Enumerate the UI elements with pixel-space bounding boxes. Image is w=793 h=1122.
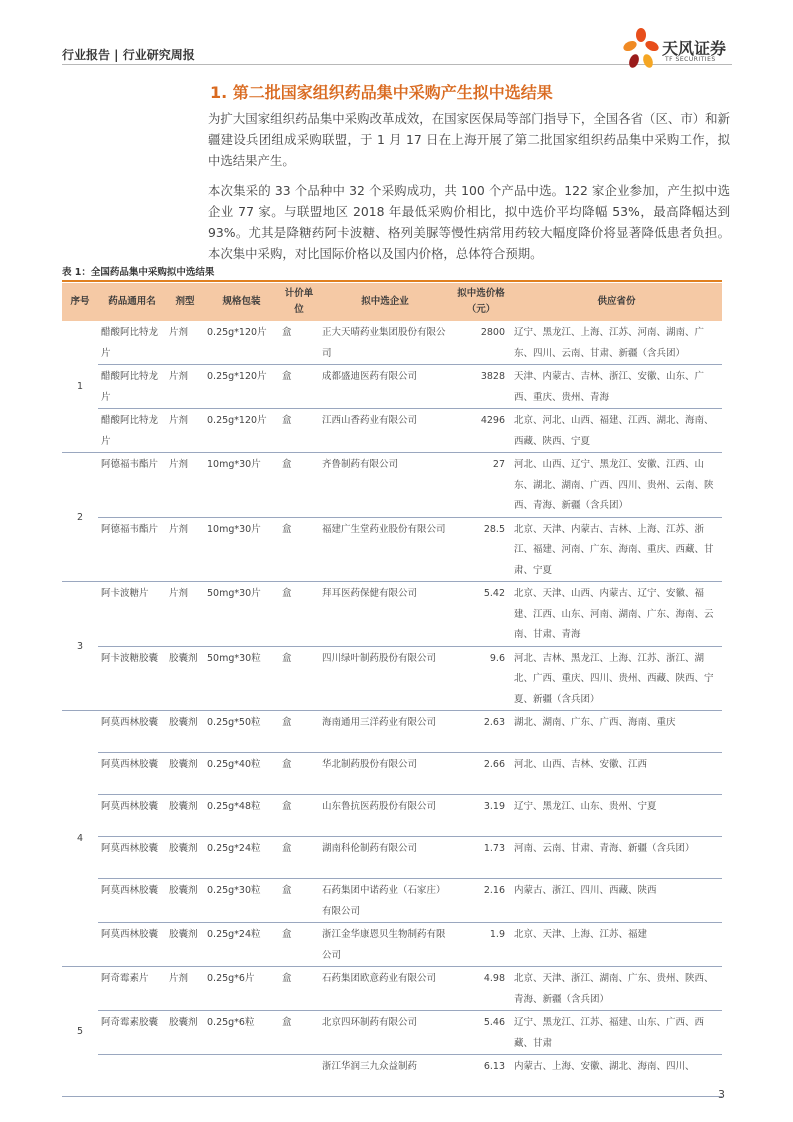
cell-price: 2.16 xyxy=(451,879,511,923)
cell-spec: 0.25g*30粒 xyxy=(204,879,279,923)
cell-form: 胶囊剂 xyxy=(166,646,204,711)
cell-form: 片剂 xyxy=(166,365,204,409)
cell-unit: 盒 xyxy=(279,967,319,1011)
cell-spec: 0.25g*24粒 xyxy=(204,923,279,967)
col-header: 拟中选价格（元） xyxy=(451,283,511,321)
cell-drug: 阿卡波糖片 xyxy=(98,582,166,647)
cell-provinces: 河北、山西、吉林、安徽、江西 xyxy=(511,753,722,795)
cell-form xyxy=(166,1055,204,1097)
cell-unit: 盒 xyxy=(279,365,319,409)
cell-company: 石药集团中诺药业（石家庄）有限公司 xyxy=(319,879,451,923)
section-title: 1. 第二批国家组织药品集中采购产生拟中选结果 xyxy=(210,83,553,102)
cell-form: 胶囊剂 xyxy=(166,837,204,879)
cell-spec: 0.25g*48粒 xyxy=(204,795,279,837)
cell-company: 海南通用三洋药业有限公司 xyxy=(319,711,451,753)
page-number: 3 xyxy=(718,1088,725,1101)
cell-provinces: 北京、天津、山西、内蒙古、辽宁、安徽、福建、江西、山东、河南、湖南、广东、海南、云南、甘肃、青海 xyxy=(511,582,722,647)
cell-provinces: 辽宁、黑龙江、山东、贵州、宁夏 xyxy=(511,795,722,837)
cell-unit: 盒 xyxy=(279,923,319,967)
row-index: 3 xyxy=(62,582,98,711)
cell-company: 福建广生堂药业股份有限公司 xyxy=(319,517,451,582)
table-row xyxy=(62,321,722,365)
cell-price: 5.46 xyxy=(451,1011,511,1055)
cell-form: 片剂 xyxy=(166,409,204,453)
cell-spec: 0.25g*120片 xyxy=(204,365,279,409)
cell-provinces: 内蒙古、上海、安徽、湖北、海南、四川、 xyxy=(511,1055,722,1097)
cell-provinces: 河北、山西、辽宁、黑龙江、安徽、江西、山东、湖北、湖南、广西、四川、贵州、云南、陕西、青海、新疆（含兵团） xyxy=(511,453,722,518)
cell-drug: 阿德福韦酯片 xyxy=(98,453,166,518)
cell-spec: 0.25g*6粒 xyxy=(204,1011,279,1055)
cell-company: 湖南科伦制药有限公司 xyxy=(319,837,451,879)
col-header: 剂型 xyxy=(166,283,204,321)
col-header: 药品通用名 xyxy=(98,283,166,321)
cell-provinces: 内蒙古、浙江、四川、西藏、陕西 xyxy=(511,879,722,923)
procurement-table xyxy=(62,283,722,1097)
cell-price: 4.98 xyxy=(451,967,511,1011)
cell-spec: 50mg*30粒 xyxy=(204,646,279,711)
cell-provinces: 湖北、湖南、广东、广西、海南、重庆 xyxy=(511,711,722,753)
cell-unit: 盒 xyxy=(279,517,319,582)
cell-form: 胶囊剂 xyxy=(166,711,204,753)
table-row xyxy=(62,1055,722,1097)
cell-form: 片剂 xyxy=(166,453,204,518)
cell-drug: 阿莫西林胶囊 xyxy=(98,879,166,923)
cell-price: 28.5 xyxy=(451,517,511,582)
cell-spec: 0.25g*40粒 xyxy=(204,753,279,795)
cell-spec: 0.25g*120片 xyxy=(204,409,279,453)
cell-price: 2800 xyxy=(451,321,511,365)
logo-mark-icon xyxy=(622,28,660,72)
cell-form: 胶囊剂 xyxy=(166,753,204,795)
cell-price: 1.73 xyxy=(451,837,511,879)
cell-form: 片剂 xyxy=(166,517,204,582)
cell-provinces: 辽宁、黑龙江、上海、江苏、河南、湖南、广东、四川、云南、甘肃、新疆（含兵团） xyxy=(511,321,722,365)
row-index: 5 xyxy=(62,967,98,1097)
row-index: 1 xyxy=(62,321,98,453)
col-header: 拟中选企业 xyxy=(319,283,451,321)
table-row xyxy=(62,1011,722,1055)
cell-drug: 阿莫西林胶囊 xyxy=(98,795,166,837)
col-header: 计价单位 xyxy=(279,283,319,321)
cell-spec: 0.25g*24粒 xyxy=(204,837,279,879)
cell-spec: 10mg*30片 xyxy=(204,517,279,582)
cell-form: 胶囊剂 xyxy=(166,1011,204,1055)
cell-drug: 阿奇霉素胶囊 xyxy=(98,1011,166,1055)
cell-drug: 阿莫西林胶囊 xyxy=(98,753,166,795)
cell-company: 浙江金华康恩贝生物制药有限公司 xyxy=(319,923,451,967)
table-row xyxy=(62,967,722,1011)
cell-provinces: 北京、河北、山西、福建、江西、湖北、海南、西藏、陕西、宁夏 xyxy=(511,409,722,453)
cell-provinces: 北京、天津、内蒙古、吉林、上海、江苏、浙江、福建、河南、广东、海南、重庆、西藏、甘肃、宁夏 xyxy=(511,517,722,582)
cell-company: 江西山香药业有限公司 xyxy=(319,409,451,453)
cell-provinces: 天津、内蒙古、吉林、浙江、安徽、山东、广西、重庆、贵州、青海 xyxy=(511,365,722,409)
cell-form: 胶囊剂 xyxy=(166,795,204,837)
cell-provinces: 北京、天津、浙江、湖南、广东、贵州、陕西、青海、新疆（含兵团） xyxy=(511,967,722,1011)
table-body xyxy=(62,321,722,1097)
cell-spec: 0.25g*50粒 xyxy=(204,711,279,753)
cell-price: 3.19 xyxy=(451,795,511,837)
cell-spec: 0.25g*6片 xyxy=(204,967,279,1011)
cell-provinces: 辽宁、黑龙江、江苏、福建、山东、广西、西藏、甘肃 xyxy=(511,1011,722,1055)
cell-form: 片剂 xyxy=(166,321,204,365)
cell-form: 片剂 xyxy=(166,967,204,1011)
cell-unit: 盒 xyxy=(279,453,319,518)
row-index: 2 xyxy=(62,453,98,582)
paragraph-2: 本次集采的 33 个品种中 32 个采购成功，共 100 个产品中选。122 家企业参加，产生拟中选企业 77 家。与联盟地区 2018 年最低采购价相比，拟中选价平均降幅 53%，最高降幅达到 93%。尤其是降糖药阿卡波糖、格列美脲等慢性病常用药较大幅度降价将显著降低患者负担。本次集中采购，对比国际价格以及国内价格，总体符合预期。 xyxy=(208,183,730,261)
cell-unit: 盒 xyxy=(279,582,319,647)
cell-spec: 50mg*30片 xyxy=(204,582,279,647)
cell-price: 5.42 xyxy=(451,582,511,647)
cell-drug: 醋酸阿比特龙片 xyxy=(98,409,166,453)
cell-form: 胶囊剂 xyxy=(166,879,204,923)
cell-provinces: 河南、云南、甘肃、青海、新疆（含兵团） xyxy=(511,837,722,879)
cell-company: 成都盛迪医药有限公司 xyxy=(319,365,451,409)
cell-company: 华北制药股份有限公司 xyxy=(319,753,451,795)
cell-drug: 阿莫西林胶囊 xyxy=(98,711,166,753)
cell-price: 27 xyxy=(451,453,511,518)
table-row xyxy=(62,837,722,879)
cell-company: 北京四环制药有限公司 xyxy=(319,1011,451,1055)
cell-drug: 阿德福韦酯片 xyxy=(98,517,166,582)
cell-drug: 醋酸阿比特龙片 xyxy=(98,365,166,409)
cell-company: 浙江华润三九众益制药 xyxy=(319,1055,451,1097)
cell-form: 片剂 xyxy=(166,582,204,647)
table-header-row xyxy=(62,283,722,321)
cell-unit: 盒 xyxy=(279,711,319,753)
cell-unit: 盒 xyxy=(279,646,319,711)
cell-company: 齐鲁制药有限公司 xyxy=(319,453,451,518)
cell-company: 拜耳医药保健有限公司 xyxy=(319,582,451,647)
cell-unit xyxy=(279,1055,319,1097)
cell-price: 2.63 xyxy=(451,711,511,753)
cell-price: 3828 xyxy=(451,365,511,409)
company-logo xyxy=(622,28,734,72)
table-row xyxy=(62,923,722,967)
table-caption: 表 1：全国药品集中采购拟中选结果 xyxy=(62,267,215,278)
cell-unit: 盒 xyxy=(279,753,319,795)
col-header: 序号 xyxy=(62,283,98,321)
cell-price: 4296 xyxy=(451,409,511,453)
cell-unit: 盒 xyxy=(279,321,319,365)
cell-spec: 0.25g*120片 xyxy=(204,321,279,365)
paragraph-1: 为扩大国家组织药品集中采购改革成效，在国家医保局等部门指导下，全国各省（区、市）和新疆建设兵团组成采购联盟，于 1 月 17 日在上海开展了第二批国家组织药品集中采购工作，拟中选结果产生。 xyxy=(208,111,730,168)
cell-unit: 盒 xyxy=(279,837,319,879)
cell-spec xyxy=(204,1055,279,1097)
col-header: 供应省份 xyxy=(511,283,722,321)
table-row xyxy=(62,582,722,647)
cell-company: 山东鲁抗医药股份有限公司 xyxy=(319,795,451,837)
cell-drug xyxy=(98,1055,166,1097)
cell-form: 胶囊剂 xyxy=(166,923,204,967)
cell-unit: 盒 xyxy=(279,409,319,453)
table-row xyxy=(62,711,722,753)
table-row xyxy=(62,517,722,582)
caption-divider xyxy=(62,280,722,282)
cell-company: 正大天晴药业集团股份有限公司 xyxy=(319,321,451,365)
cell-company: 四川绿叶制药股份有限公司 xyxy=(319,646,451,711)
cell-drug: 醋酸阿比特龙片 xyxy=(98,321,166,365)
table-row xyxy=(62,879,722,923)
table-row xyxy=(62,365,722,409)
cell-provinces: 北京、天津、上海、江苏、福建 xyxy=(511,923,722,967)
cell-drug: 阿卡波糖胶囊 xyxy=(98,646,166,711)
cell-price: 6.13 xyxy=(451,1055,511,1097)
cell-provinces: 河北、吉林、黑龙江、上海、江苏、浙江、湖北、广西、重庆、四川、贵州、西藏、陕西、宁夏、新疆（含兵团） xyxy=(511,646,722,711)
cell-price: 1.9 xyxy=(451,923,511,967)
cell-unit: 盒 xyxy=(279,1011,319,1055)
cell-drug: 阿莫西林胶囊 xyxy=(98,923,166,967)
cell-unit: 盒 xyxy=(279,795,319,837)
table-row xyxy=(62,409,722,453)
table-row xyxy=(62,795,722,837)
cell-drug: 阿奇霉素片 xyxy=(98,967,166,1011)
cell-drug: 阿莫西林胶囊 xyxy=(98,837,166,879)
cell-unit: 盒 xyxy=(279,879,319,923)
table-row xyxy=(62,646,722,711)
logo-en: TF SECURITIES xyxy=(665,56,716,63)
col-header: 规格包装 xyxy=(204,283,279,321)
table-row xyxy=(62,453,722,518)
cell-price: 2.66 xyxy=(451,753,511,795)
logo-name: 天风证券 xyxy=(662,39,727,58)
cell-spec: 10mg*30片 xyxy=(204,453,279,518)
cell-price: 9.6 xyxy=(451,646,511,711)
cell-company: 石药集团欧意药业有限公司 xyxy=(319,967,451,1011)
row-index: 4 xyxy=(62,711,98,967)
table-row xyxy=(62,753,722,795)
report-header: 行业报告 | 行业研究周报 xyxy=(62,48,195,62)
